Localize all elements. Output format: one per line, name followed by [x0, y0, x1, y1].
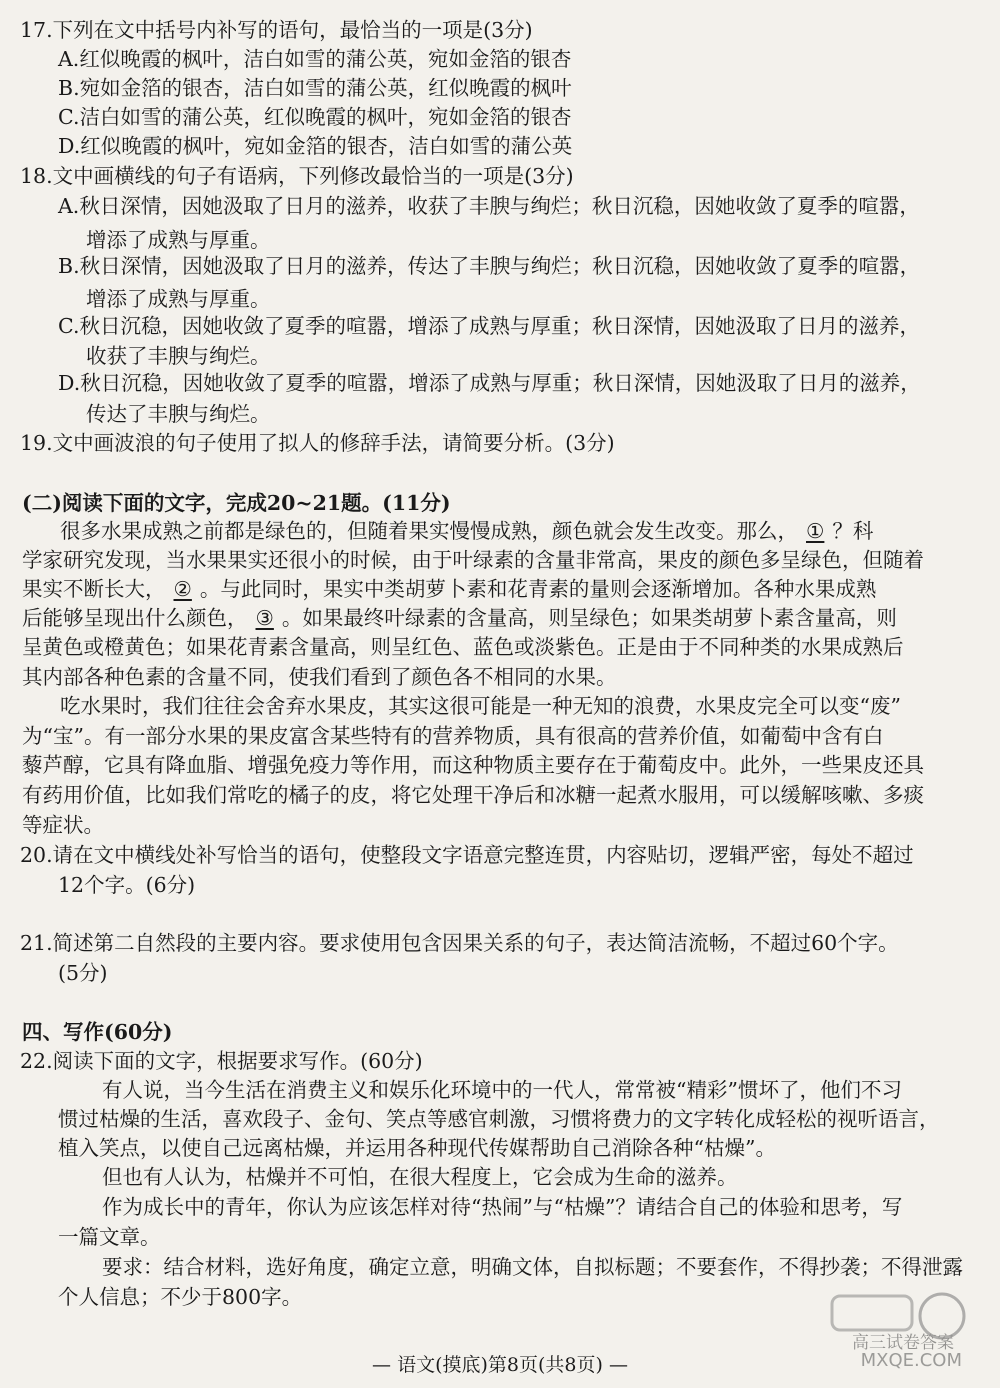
q17-option-d: D.红似晚霞的枫叶，宛如金箔的银杏，洁白如雪的蒲公英	[58, 134, 573, 158]
passage-p2-line5: 等症状。	[22, 813, 104, 837]
q17-option-a: A.红似晚霞的枫叶，洁白如雪的蒲公英，宛如金箔的银杏	[58, 47, 572, 71]
watermark	[792, 1288, 982, 1378]
q21-stem: 21.简述第二自然段的主要内容。要求使用包含因果关系的句子，表达简洁流畅，不超过60个字。	[20, 931, 899, 955]
watermark-label: 高三试卷答案	[852, 1333, 954, 1353]
q18-option-c: C.秋日沉稳，因她收敛了夏季的喧嚣，增添了成熟与厚重；秋日深情，因她汲取了日月的滋养，	[58, 314, 920, 338]
passage-p1-line3: 果实不断长大， ② 。与此同时，果实中类胡萝卜素和花青素的量则会逐渐增加。各种水果成熟	[22, 577, 877, 601]
page-footer: — 语文(摸底)第8页(共8页) —	[372, 1354, 628, 1376]
q22-material-p1-line3: 植入笑点，以使自己远离枯燥，并运用各种现代传媒帮助自己消除各种“枯燥”。	[58, 1136, 776, 1160]
q18-stem: 18.文中画横线的句子有语病，下列修改最恰当的一项是(3分)	[20, 164, 574, 188]
q17-stem: 17.下列在文中括号内补写的语句，最恰当的一项是(3分)	[20, 18, 533, 42]
q18-option-c-cont: 收获了丰腴与绚烂。	[86, 344, 271, 368]
passage-p2-line1: 吃水果时，我们往往会舍弃水果皮，其实这很可能是一种无知的浪费，水果皮完全可以变“废”	[60, 694, 901, 718]
q22-material-p2: 但也有人认为，枯燥并不可怕，在很大程度上，它会成为生命的滋养。	[102, 1165, 738, 1189]
q18-option-a: A.秋日深情，因她汲取了日月的滋养，收获了丰腴与绚烂；秋日沉稳，因她收敛了夏季的喧嚣，	[58, 194, 920, 218]
q22-material-p1-line1: 有人说，当今生活在消费主义和娱乐化环境中的一代人，常常被“精彩”惯坏了，他们不习	[102, 1078, 902, 1102]
passage-p2-line3: 藜芦醇，它具有降血脂、增强免疫力等作用，而这种物质主要存在于葡萄皮中。此外，一些果皮还具	[22, 753, 924, 777]
q22-requirements-line1: 要求：结合材料，选好角度，确定立意，明确文体，自拟标题；不要套作，不得抄袭；不得泄露	[102, 1255, 963, 1279]
passage-p1-line2: 学家研究发现，当水果果实还很小的时候，由于叶绿素的含量非常高，果皮的颜色多呈绿色，但随着	[22, 548, 924, 572]
q22-stem: 22.阅读下面的文字，根据要求写作。(60分)	[20, 1049, 423, 1073]
blank-1: ①	[806, 519, 825, 543]
q18-option-b: B.秋日深情，因她汲取了日月的滋养，传达了丰腴与绚烂；秋日沉稳，因她收敛了夏季的喧嚣，	[58, 254, 921, 278]
q22-requirements-line2: 个人信息；不少于800字。	[58, 1285, 303, 1309]
blank-2: ②	[173, 577, 192, 601]
watermark-url: MXQE.COM	[860, 1350, 962, 1371]
section4-heading: 四、写作(60分)	[22, 1020, 173, 1044]
q18-option-d-cont: 传达了丰腴与绚烂。	[86, 402, 271, 426]
passage-p1-line1: 很多水果成熟之前都是绿色的，但随着果实慢慢成熟，颜色就会发生改变。那么， ① ？科	[60, 519, 874, 543]
passage-p1-line5: 呈黄色或橙黄色；如果花青素含量高，则呈红色、蓝色或淡紫色。正是由于不同种类的水果成熟后	[22, 635, 904, 659]
passage-p1-line4: 后能够呈现出什么颜色， ③ 。如果最终叶绿素的含量高，则呈绿色；如果类胡萝卜素含量高，则	[22, 606, 897, 630]
q21-stem-cont: (5分)	[58, 961, 108, 985]
passage-p1-line6: 其内部各种色素的含量不同，使我们看到了颜色各不相同的水果。	[22, 665, 617, 689]
q18-option-d: D.秋日沉稳，因她收敛了夏季的喧嚣，增添了成熟与厚重；秋日深情，因她汲取了日月的滋养，	[58, 371, 921, 395]
q20-stem: 20.请在文中横线处补写恰当的语句，使整段文字语意完整连贯，内容贴切，逻辑严密，每处不超过	[20, 843, 914, 867]
passage-p2-line2: 为“宝”。有一部分水果的果皮富含某些特有的营养物质，具有很高的营养价值，如葡萄中含有白	[22, 724, 884, 748]
q19-stem: 19.文中画波浪的句子使用了拟人的修辞手法，请简要分析。(3分)	[20, 431, 615, 455]
q20-stem-cont: 12个字。(6分)	[58, 873, 196, 897]
q17-option-c: C.洁白如雪的蒲公英，红似晚霞的枫叶，宛如金箔的银杏	[58, 105, 572, 129]
q22-material-p1-line2: 惯过枯燥的生活，喜欢段子、金句、笑点等感官刺激，习惯将费力的文字转化成轻松的视听语言，	[58, 1107, 940, 1131]
q17-option-b: B.宛如金箔的银杏，洁白如雪的蒲公英，红似晚霞的枫叶	[58, 76, 572, 100]
q18-option-a-cont: 增添了成熟与厚重。	[86, 228, 271, 252]
blank-3: ③	[255, 606, 274, 630]
section2-heading: (二)阅读下面的文字，完成20~21题。(11分)	[22, 491, 451, 515]
passage-p2-line4: 有药用价值，比如我们常吃的橘子的皮，将它处理干净后和冰糖一起煮水服用，可以缓解咳嗽、多痰	[22, 783, 924, 807]
q22-material-p3-line1: 作为成长中的青年，你认为应该怎样对待“热闹”与“枯燥”？请结合自己的体验和思考，写	[102, 1195, 903, 1219]
q22-material-p3-line2: 一篇文章。	[58, 1225, 161, 1249]
q18-option-b-cont: 增添了成熟与厚重。	[86, 287, 271, 311]
